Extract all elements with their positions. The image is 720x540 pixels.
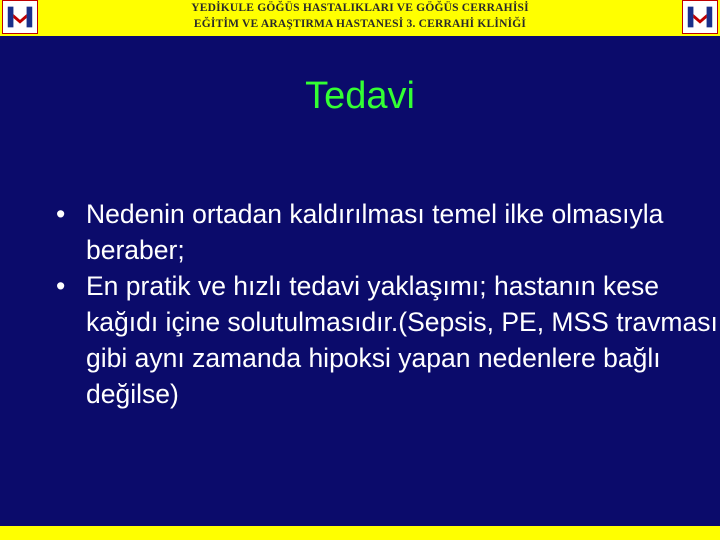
bullet-marker: • [56, 199, 66, 229]
bullet-text: Nedenin ortadan kaldırılması temel ilke olmasıyla beraber; [86, 199, 664, 265]
slide-title: Tedavi [305, 75, 415, 117]
footer-band [0, 526, 720, 540]
hospital-name-line2: EĞİTİM VE ARAŞTIRMA HASTANESİ 3. CERRAHİ KLİNİĞİ [193, 18, 527, 30]
hospital-logo-right-icon [682, 0, 718, 34]
hospital-name [44, 0, 676, 36]
hospital-name-line1: YEDİKULE GÖĞÜS HASTALIKLARI VE GÖĞÜS CERRAHİSİ [191, 2, 529, 14]
hospital-logo-left-icon [2, 0, 38, 34]
bullet-item [56, 268, 720, 412]
bullet-list [56, 196, 720, 412]
bullet-marker: • [56, 271, 66, 301]
bullet-text: En pratik ve hızlı tedavi yaklaşımı; hastanın kese kağıdı içine solutulmasıdır.(Sepsis, PE, MSS travması gibi aynı zamanda hipoksi yapan nedenlere bağlı değilse) [86, 271, 718, 409]
bullet-item [56, 196, 720, 268]
